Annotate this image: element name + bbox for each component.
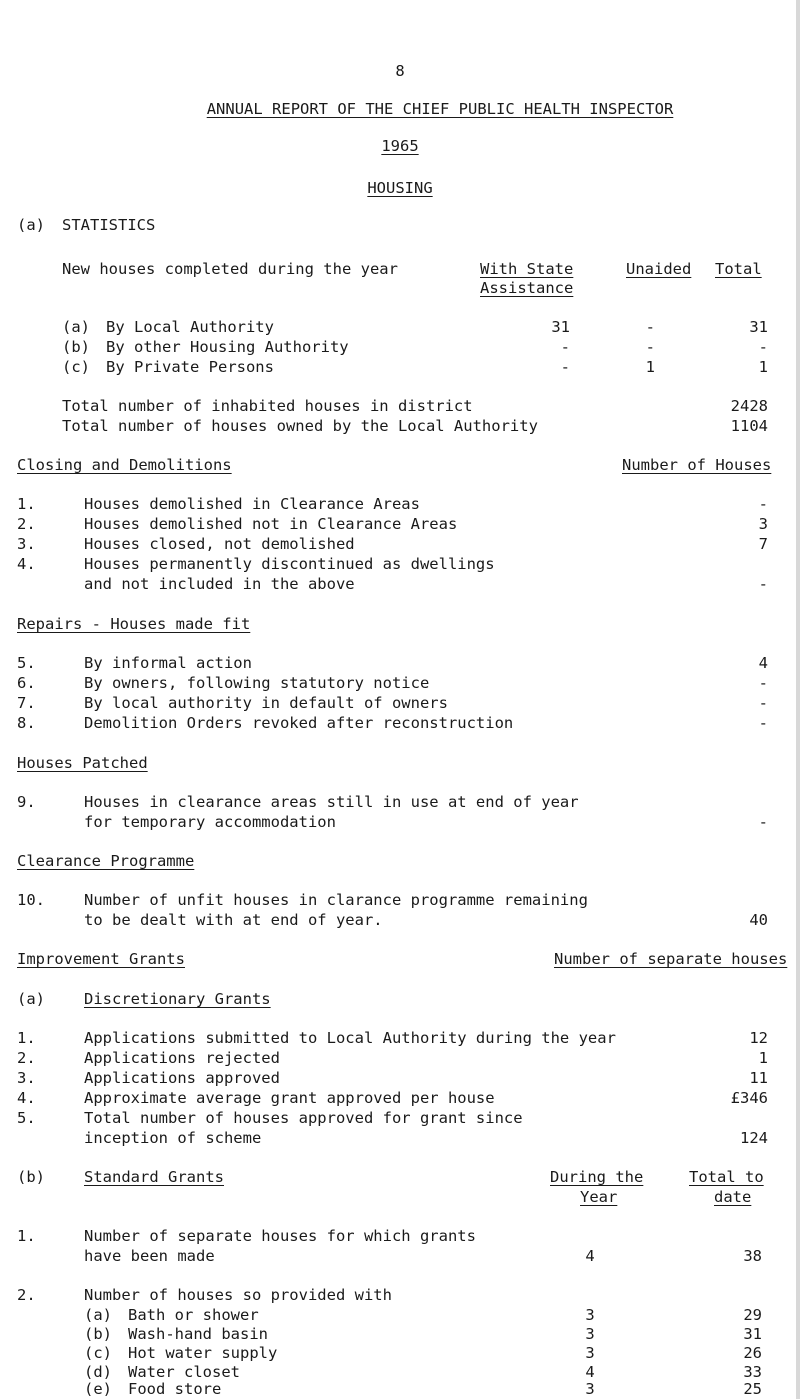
item-text: Total number of houses approved for grant since: [84, 1109, 523, 1127]
owned-houses-value: 1104: [730, 417, 768, 435]
item-value: 12: [749, 1029, 768, 1047]
item-number: 2.: [17, 1286, 36, 1304]
row-total: -: [758, 338, 768, 356]
total-to-date-value: 38: [743, 1247, 762, 1265]
row-state: -: [560, 358, 570, 376]
closing-column: Number of Houses: [622, 456, 772, 474]
item-text: By owners, following statutory notice: [84, 674, 430, 692]
item-value: 1: [758, 1049, 768, 1067]
item-text: Houses in clearance areas still in use at end of year: [84, 793, 579, 811]
item-text: Houses closed, not demolished: [84, 535, 355, 553]
sub-item-label: (e): [84, 1380, 112, 1398]
item-number: 3.: [17, 1069, 36, 1087]
row-text: By other Housing Authority: [106, 338, 349, 356]
report-title: ANNUAL REPORT OF THE CHIEF PUBLIC HEALTH INSPECTOR: [206, 100, 674, 118]
owned-houses-text: Total number of houses owned by the Local Authority: [62, 417, 538, 435]
item-text: Applications approved: [84, 1069, 280, 1087]
inhabited-houses-value: 2428: [730, 397, 768, 415]
total-to-date-value: 29: [743, 1306, 762, 1324]
row-label: (c): [62, 358, 90, 376]
item-text: Houses demolished in Clearance Areas: [84, 495, 420, 513]
closing-heading: Closing and Demolitions: [17, 456, 232, 474]
item-value: 11: [749, 1069, 768, 1087]
item-value: 7: [758, 535, 768, 553]
total-to-date-value: 26: [743, 1344, 762, 1362]
row-state: -: [560, 338, 570, 356]
item-number: 8.: [17, 714, 36, 732]
sub-item-label: (d): [84, 1363, 112, 1381]
row-state: 31: [551, 318, 570, 336]
item-number: 4.: [17, 555, 36, 573]
item-text-continued: and not included in the above: [84, 575, 355, 593]
item-value: -: [758, 813, 768, 831]
item-value: -: [758, 674, 768, 692]
col-date: date: [714, 1188, 752, 1206]
item-value: £346: [730, 1089, 768, 1107]
during-year-value: 3: [585, 1380, 595, 1398]
col-total: Total: [715, 260, 762, 278]
item-text: Number of unfit houses in clarance programme remaining: [84, 891, 588, 909]
col-with-state: With State: [480, 260, 574, 278]
item-number: 1.: [17, 495, 36, 513]
item-text: Applications rejected: [84, 1049, 280, 1067]
item-number: 2.: [17, 1049, 36, 1067]
standard-label: (b): [17, 1168, 45, 1186]
col-year: Year: [580, 1188, 618, 1206]
total-to-date-value: 31: [743, 1325, 762, 1343]
col-assistance: Assistance: [480, 279, 574, 297]
item-value: -: [758, 575, 768, 593]
sub-item-text: Food store: [128, 1380, 222, 1398]
item-value: 4: [758, 654, 768, 672]
standard-heading: Standard Grants: [84, 1168, 224, 1186]
sub-item-text: Hot water supply: [128, 1344, 278, 1362]
item-text: Number of houses so provided with: [84, 1286, 392, 1304]
sub-item-label: (c): [84, 1344, 112, 1362]
during-year-value: 3: [585, 1344, 595, 1362]
page-number: 8: [395, 62, 405, 80]
patched-heading: Houses Patched: [17, 754, 148, 772]
item-text: Number of separate houses for which grants: [84, 1227, 476, 1245]
item-number: 2.: [17, 515, 36, 533]
page-edge-shadow: [796, 0, 800, 1399]
improvement-heading: Improvement Grants: [17, 950, 185, 968]
row-unaided: -: [645, 338, 655, 356]
during-year-value: 4: [585, 1247, 595, 1265]
row-label: (a): [62, 318, 90, 336]
section-title: HOUSING: [367, 179, 433, 197]
item-number: 1.: [17, 1227, 36, 1245]
row-unaided: 1: [645, 358, 655, 376]
item-value: -: [758, 495, 768, 513]
col-total-to: Total to: [689, 1168, 764, 1186]
sub-item-label: (a): [84, 1306, 112, 1324]
item-value: 124: [740, 1129, 768, 1147]
report-year: 1965: [381, 137, 419, 155]
improvement-column: Number of separate houses: [554, 950, 788, 968]
item-value: 3: [758, 515, 768, 533]
item-number: 7.: [17, 694, 36, 712]
sub-item-label: (b): [84, 1325, 112, 1343]
item-text-continued: have been made: [84, 1247, 215, 1265]
clearance-heading: Clearance Programme: [17, 852, 195, 870]
item-number: 5.: [17, 1109, 36, 1127]
during-year-value: 3: [585, 1306, 595, 1324]
item-text: By informal action: [84, 654, 252, 672]
row-total: 1: [758, 358, 768, 376]
item-number: 10.: [17, 891, 45, 909]
col-unaided: Unaided: [626, 260, 692, 278]
row-unaided: -: [645, 318, 655, 336]
item-text-continued: to be dealt with at end of year.: [84, 911, 383, 929]
row-label: (b): [62, 338, 90, 356]
row-total: 31: [749, 318, 768, 336]
item-number: 3.: [17, 535, 36, 553]
item-text: Houses demolished not in Clearance Areas: [84, 515, 458, 533]
during-year-value: 4: [585, 1363, 595, 1381]
item-value: 40: [749, 911, 768, 929]
discretionary-label: (a): [17, 990, 45, 1008]
item-text: Houses permanently discontinued as dwellings: [84, 555, 495, 573]
total-to-date-value: 33: [743, 1363, 762, 1381]
item-number: 5.: [17, 654, 36, 672]
total-to-date-value: 25: [743, 1380, 762, 1398]
item-text: By local authority in default of owners: [84, 694, 448, 712]
item-value: -: [758, 694, 768, 712]
item-number: 4.: [17, 1089, 36, 1107]
sub-item-text: Water closet: [128, 1363, 240, 1381]
item-text-continued: inception of scheme: [84, 1129, 262, 1147]
item-value: -: [758, 714, 768, 732]
item-text: Approximate average grant approved per house: [84, 1089, 495, 1107]
inhabited-houses-text: Total number of inhabited houses in district: [62, 397, 473, 415]
item-number: 9.: [17, 793, 36, 811]
new-houses-caption: New houses completed during the year: [62, 260, 398, 278]
discretionary-heading: Discretionary Grants: [84, 990, 271, 1008]
statistics-label: (a): [17, 216, 45, 234]
item-text-continued: for temporary accommodation: [84, 813, 336, 831]
sub-item-text: Wash-hand basin: [128, 1325, 268, 1343]
during-year-value: 3: [585, 1325, 595, 1343]
statistics-heading: STATISTICS: [62, 216, 156, 234]
sub-item-text: Bath or shower: [128, 1306, 259, 1324]
item-text: Applications submitted to Local Authority during the year: [84, 1029, 616, 1047]
row-text: By Local Authority: [106, 318, 274, 336]
row-text: By Private Persons: [106, 358, 274, 376]
col-during-the: During the: [550, 1168, 644, 1186]
item-text: Demolition Orders revoked after reconstruction: [84, 714, 514, 732]
item-number: 1.: [17, 1029, 36, 1047]
item-number: 6.: [17, 674, 36, 692]
repairs-heading: Repairs - Houses made fit: [17, 615, 251, 633]
